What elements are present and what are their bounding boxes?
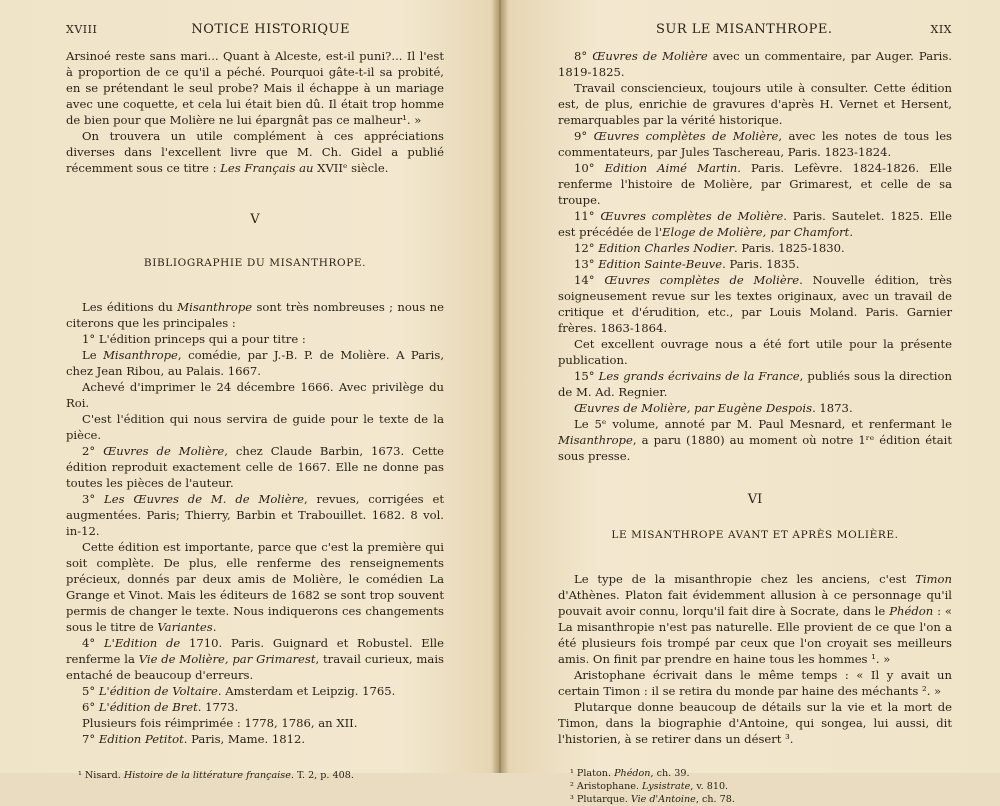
bib-entry: 8° Œuvres de Molière avec un commentaire, par Auger. Paris. 1819-1825. (558, 49, 952, 79)
bib-entry: 12° Edition Charles Nodier. Paris. 1825-1830. (574, 241, 845, 255)
section-title: BIBLIOGRAPHIE DU MISANTHROPE. (143, 257, 367, 269)
bib-entry: 3° Les Œuvres de M. de Molière, revues, corrigées et augmentées. Paris; Thierry, Barbin et Trabouillet. 1682. 8 vol. in-12. (66, 492, 445, 538)
bib-entry: 15° Les grands écrivains de la France, publiés sous la direction de M. Ad. Regnier. (558, 369, 952, 399)
right-running-title: SUR LE MISANTHROPE. (656, 22, 833, 37)
bib-entry: 5° L'édition de Voltaire. Amsterdam et Leipzig. 1765. (82, 684, 396, 698)
paragraph: Aristophane écrivait dans le même temps : « Il y avait un certain Timon : il se retira du monde par haine des méchants ². » (558, 668, 952, 698)
paragraph: Plutarque donne beaucoup de détails sur la vie et la mort de Timon, dans la biographie d'Antoine, qui songea, lui aussi, dit l'historien, à se retirer dans un désert ³. (558, 700, 952, 746)
paragraph: On trouvera un utile complément à ces appréciations diverses dans l'excellent livre que M. Ch. Gidel a publié récemment sous ce titre : Les Français au XVIIᵉ siècle. (66, 129, 444, 175)
left-running-head (66, 22, 444, 44)
bib-entry: 9° Œuvres complètes de Molière, avec les notes de tous les commentateurs, par Jules Taschereau, Paris. 1823-1824. (558, 129, 953, 159)
bib-entry: Achevé d'imprimer le 24 décembre 1666. Avec privilège du Roi. (66, 380, 444, 410)
bib-entry: Plusieurs fois réimprimée : 1778, 1786, an XII. (82, 716, 358, 730)
paragraph: Arsinoé reste sans mari... Quant à Alceste, est-il puni?... Il l'est à proportion de ce qu'il a péché. Pourquoi gâte-t-il sa probité, en se prétendant le seul probe? Mais il échappe à un mariage avec une coquette, et cela lui était bien dû. Il était trop homme de bien pour que Molière ne lui épargnât pas ce malheur¹. » (66, 49, 444, 127)
bib-entry: Travail consciencieux, toujours utile à consulter. Cette édition est, de plus, enrichie de gravures d'après H. Vernet et Hersent, remarquables par la vérité historique. (558, 81, 952, 127)
footnote: ³ Plutarque. Vie d'Antoine, ch. 78. (570, 794, 735, 805)
left-page (0, 0, 494, 781)
paragraph: Le type de la misanthropie chez les anciens, c'est Timon d'Athènes. Platon fait évidemment allusion à ce personnage qu'il pouvait avoir connu, lorqu'il fait dire à Socrate, dans le Phédon : « La misanthropie n'est pas naturelle. Elle provient de ce que l'on a été plusieurs fois trompé par ceux que l'on croyait ses meilleurs amis. On finit par prendre en haine tous les hommes ¹. » (558, 572, 953, 666)
right-running-head (558, 22, 952, 44)
bib-entry: 10° Edition Aimé Martin. Paris. Lefèvre. 1824-1826. Elle renferme l'histoire de Molière, par Grimarest, et celle de sa troupe. (558, 161, 952, 207)
section-title: LE MISANTHROPE AVANT ET APRÈS MOLIÈRE. (611, 529, 899, 541)
bib-entry: 6° L'édition de Bret. 1773. (82, 700, 239, 714)
bib-entry: 4° L'Edition de 1710. Paris. Guignard et Robustel. Elle renferme la Vie de Molière, par Grimarest, travail curieux, mais entaché de beaucoup d'erreurs. (66, 636, 445, 682)
bib-entry: Œuvres de Molière, par Eugène Despois. 1873. (574, 401, 853, 415)
bib-entry: Le 5ᵉ volume, annoté par M. Paul Mesnard, et renfermant le Misanthrope, a paru (1880) au moment où notre 1ʳᵉ édition était sous presse. (558, 417, 952, 463)
bib-entry: C'est l'édition qui nous servira de guide pour le texte de la pièce. (66, 412, 444, 442)
paragraph: Les éditions du Misanthrope sont très nombreuses ; nous ne citerons que les principales : (66, 300, 444, 330)
right-page (506, 0, 1000, 805)
right-footnotes (558, 767, 952, 806)
footnote: ¹ Platon. Phédon, ch. 39. (570, 768, 690, 779)
bib-entry: 13° Edition Sainte-Beuve. Paris. 1835. (574, 257, 800, 271)
bib-entry: 7° Edition Petitot. Paris, Mame. 1812. (82, 732, 306, 746)
bib-entry: 14° Œuvres complètes de Molière. Nouvelle édition, très soigneusement revue sur les textes originaux, avec un travail de critique et d'érudition, etc., par Louis Moland. Paris. Garnier frères. 1863-1864. (558, 273, 952, 335)
footnote: ¹ Nisard. Histoire de la littérature française. T. 2, p. 408. (78, 770, 354, 781)
left-footnotes (66, 769, 444, 782)
bib-entry: 2° Œuvres de Molière, chez Claude Barbin, 1673. Cette édition reproduit exactement celle de 1667. Elle ne donne pas toutes les pièces de l'auteur. (66, 444, 444, 490)
left-page-number: XVIII (66, 23, 98, 36)
right-page-number: XIX (930, 23, 952, 36)
bib-entry: Cette édition est importante, parce que c'est la première qui soit complète. De plus, elle renferme des renseignements précieux, donnés par deux amis de Molière, le comédien La Grange et Vinot. Mais les éditeurs de 1682 se sont trop souvent permis de changer le texte. Nous indiquerons ces changements sous le titre de Variantes. (66, 540, 444, 634)
bib-entry: Cet excellent ouvrage nous a été fort utile pour la présente publication. (558, 337, 952, 367)
bib-entry: Le Misanthrope, comédie, par J.-B. P. de Molière. A Paris, chez Jean Ribou, au Palais. 1667. (66, 348, 445, 378)
footnote: ² Aristophane. Lysistrate, v. 810. (570, 781, 729, 792)
left-running-title: NOTICE HISTORIQUE (191, 22, 350, 37)
section-number: V (250, 212, 260, 227)
bib-entry: 1° L'édition princeps qui a pour titre : (82, 332, 306, 346)
bib-entry: 11° Œuvres complètes de Molière. Paris. Sautelet. 1825. Elle est précédée de l'Eloge de Molière, par Chamfort. (558, 209, 952, 239)
section-number: VI (747, 492, 763, 507)
